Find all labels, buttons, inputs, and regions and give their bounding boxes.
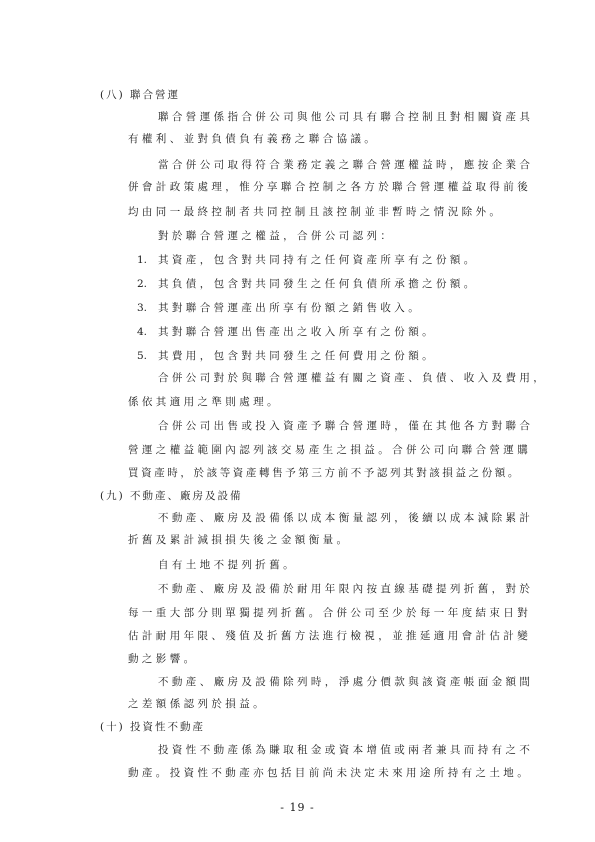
list-item: 其對聯合營運出售產出之收入所享有之份額。 xyxy=(158,326,436,338)
paragraph-line: 合併公司出售或投入資產予聯合營運時，僅在其他各方對聯合 xyxy=(158,420,534,432)
page-number: - 19 - xyxy=(280,801,315,814)
list-item-number: 3. xyxy=(137,302,148,314)
paragraph-line: 均由同一最終控制者共同控制且該控制並非暫時之情況除外。 xyxy=(128,206,504,218)
list-item: 其費用，包含對共同發生之任何費用之份額。 xyxy=(158,350,436,362)
paragraph-line: 動之影響。 xyxy=(128,653,198,665)
paragraph-line: 聯合營運係指合併公司與他公司具有聯合控制且對相關資產具 xyxy=(158,111,534,123)
section-heading-joint-operations: (八) 聯合營運 xyxy=(100,89,181,101)
paragraph-line: 合併公司對於與聯合營運權益有關之資產、負債、收入及費用， xyxy=(158,372,548,384)
list-item: 其負債，包含對共同發生之任何負債所承擔之份額。 xyxy=(158,278,478,290)
paragraph-line: 之差額係認列於損益。 xyxy=(128,698,267,710)
paragraph-line: 投資性不動產係為賺取租金或資本增值或兩者兼具而持有之不 xyxy=(158,744,534,756)
paragraph-line: 每一重大部分則單獨提列折舊。合併公司至少於每一年度結束日對 xyxy=(128,607,532,619)
paragraph-line: 有權利、並對負債負有義務之聯合協議。 xyxy=(128,133,379,145)
paragraph-line: 營運之權益範圍內認列該交易產生之損益。合併公司向聯合營運購 xyxy=(128,444,532,456)
list-item-number: 4. xyxy=(137,326,148,338)
paragraph-line: 買資產時，於該等資產轉售予第三方前不予認列其對該損益之份額。 xyxy=(128,467,521,479)
section-heading-investment-property: (十) 投資性不動產 xyxy=(100,721,206,733)
list-item-number: 2. xyxy=(137,278,148,290)
section-heading-property-plant-equipment: (九) 不動產、廠房及設備 xyxy=(100,490,243,502)
paragraph-line: 動產。投資性不動產亦包括目前尚未決定未來用途所持有之土地。 xyxy=(128,767,532,779)
list-item: 其對聯合營運產出所享有份額之銷售收入。 xyxy=(158,302,423,314)
paragraph-line: 不動產、廠房及設備係以成本衡量認列，後續以成本減除累計 xyxy=(158,512,534,524)
paragraph-line: 對於聯合營運之權益，合併公司認列： xyxy=(158,230,395,242)
paragraph-line: 不動產、廠房及設備於耐用年限內按直線基礎提列折舊，對於 xyxy=(158,583,534,595)
paragraph-line: 係依其適用之準則處理。 xyxy=(128,396,281,408)
paragraph-line: 不動產、廠房及設備除列時，淨處分價款與該資產帳面金額間 xyxy=(158,676,534,688)
paragraph-line: 自有土地不提列折舊。 xyxy=(158,559,297,571)
paragraph-line: 折舊及累計減損損失後之金額衡量。 xyxy=(128,534,351,546)
list-item: 其資產，包含對共同持有之任何資產所享有之份額。 xyxy=(158,254,478,266)
paragraph-line: 併會計政策處理，惟分享聯合控制之各方於聯合營運權益取得前後 xyxy=(128,181,532,193)
list-item-number: 1. xyxy=(137,254,148,266)
paragraph-line: 估計耐用年限、殘值及折舊方法進行檢視，並推延適用會計估計變 xyxy=(128,630,532,642)
paragraph-line: 當合併公司取得符合業務定義之聯合營運權益時，應按企業合 xyxy=(158,159,534,171)
list-item-number: 5. xyxy=(137,350,148,362)
